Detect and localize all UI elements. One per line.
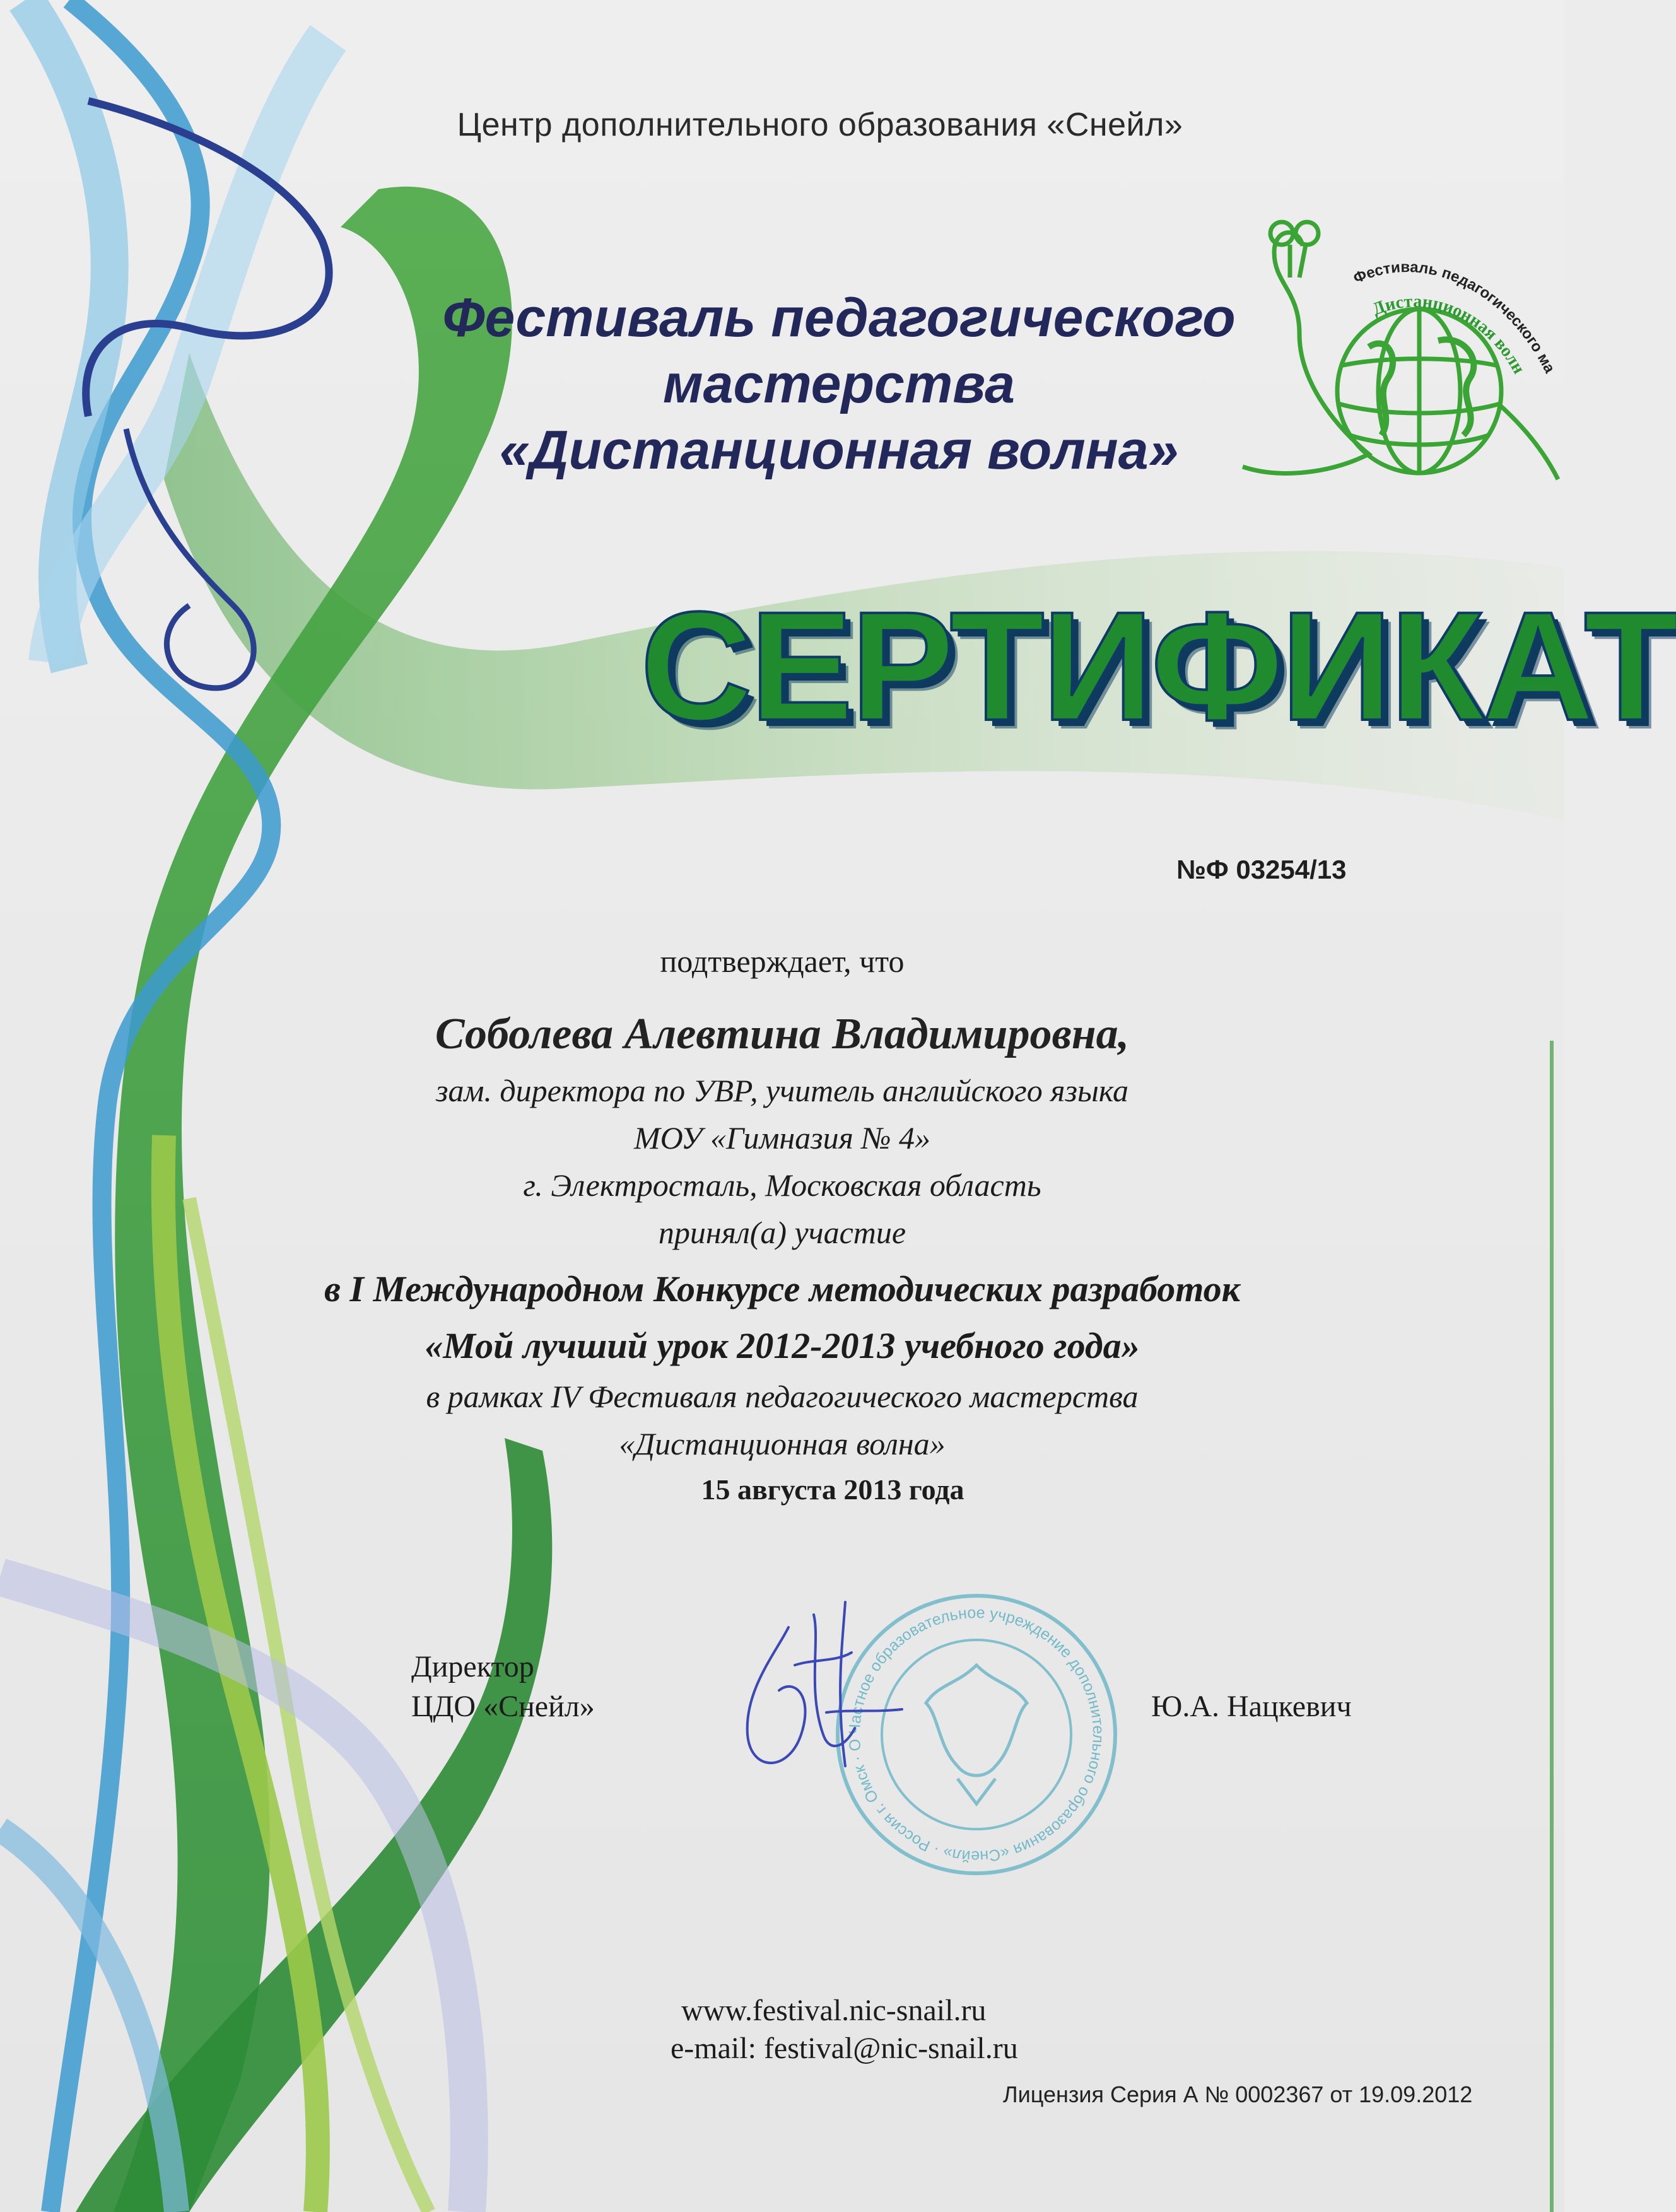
- handwritten-signature: [719, 1589, 908, 1791]
- website-link[interactable]: www.festival.nic-snail.ru: [681, 1994, 987, 2027]
- festival-title-line1: Фестиваль педагогического: [442, 288, 1236, 348]
- stamp-text: Частное образовательное учреждение дополнительного образования «Снейл» · Россия г. Омск · О: [845, 1603, 1108, 1866]
- recipient-city: г. Электросталь, Московская область: [523, 1167, 1041, 1203]
- logo-arc-text-1: Фестиваль педагогического ма: [1351, 259, 1559, 376]
- festival-title-line2: мастерства: [663, 354, 1015, 414]
- participation-text: принял(а) участие: [658, 1215, 906, 1250]
- logo-arc-text-2: Дистанционная волн: [1369, 291, 1529, 377]
- festival-title-line3: «Дистанционная волна»: [499, 420, 1179, 481]
- snail-globe-logo-icon: [1230, 214, 1564, 492]
- signer-title-line2: ЦДО «Снейл»: [411, 1690, 595, 1723]
- certificate-date: 15 августа 2013 года: [701, 1473, 964, 1506]
- recipient-name: Соболева Алевтина Владимировна,: [435, 1010, 1130, 1058]
- contest-name-line2: «Мой лучший урок 2012-2013 учебного года»: [425, 1325, 1140, 1366]
- signer-name: Ю.А. Нацкевич: [1151, 1690, 1352, 1723]
- festival-name-text: «Дистанционная волна»: [619, 1426, 946, 1461]
- confirms-text: подтверждает, что: [660, 944, 905, 979]
- email-link[interactable]: e-mail: festival@nic-snail.ru: [671, 2032, 1018, 2065]
- signer-title-line1: Директор: [411, 1650, 534, 1683]
- recipient-position: зам. директора по УВР, учитель английского языка: [435, 1073, 1129, 1108]
- certificate-number: №Ф 03254/13: [1176, 855, 1347, 884]
- festival-context-text: в рамках IV Фестиваля педагогического мастерства: [426, 1379, 1139, 1414]
- contest-name-line1: в I Международном Конкурсе методических разработок: [324, 1268, 1241, 1309]
- recipient-school: МОУ «Гимназия № 4»: [633, 1120, 931, 1156]
- certificate-title: СЕРТИФИКАТ: [640, 580, 1676, 753]
- organization-name: Центр дополнительного образования «Снейл»: [457, 107, 1183, 143]
- license-text: Лицензия Серия А № 0002367 от 19.09.2012: [1003, 2081, 1473, 2107]
